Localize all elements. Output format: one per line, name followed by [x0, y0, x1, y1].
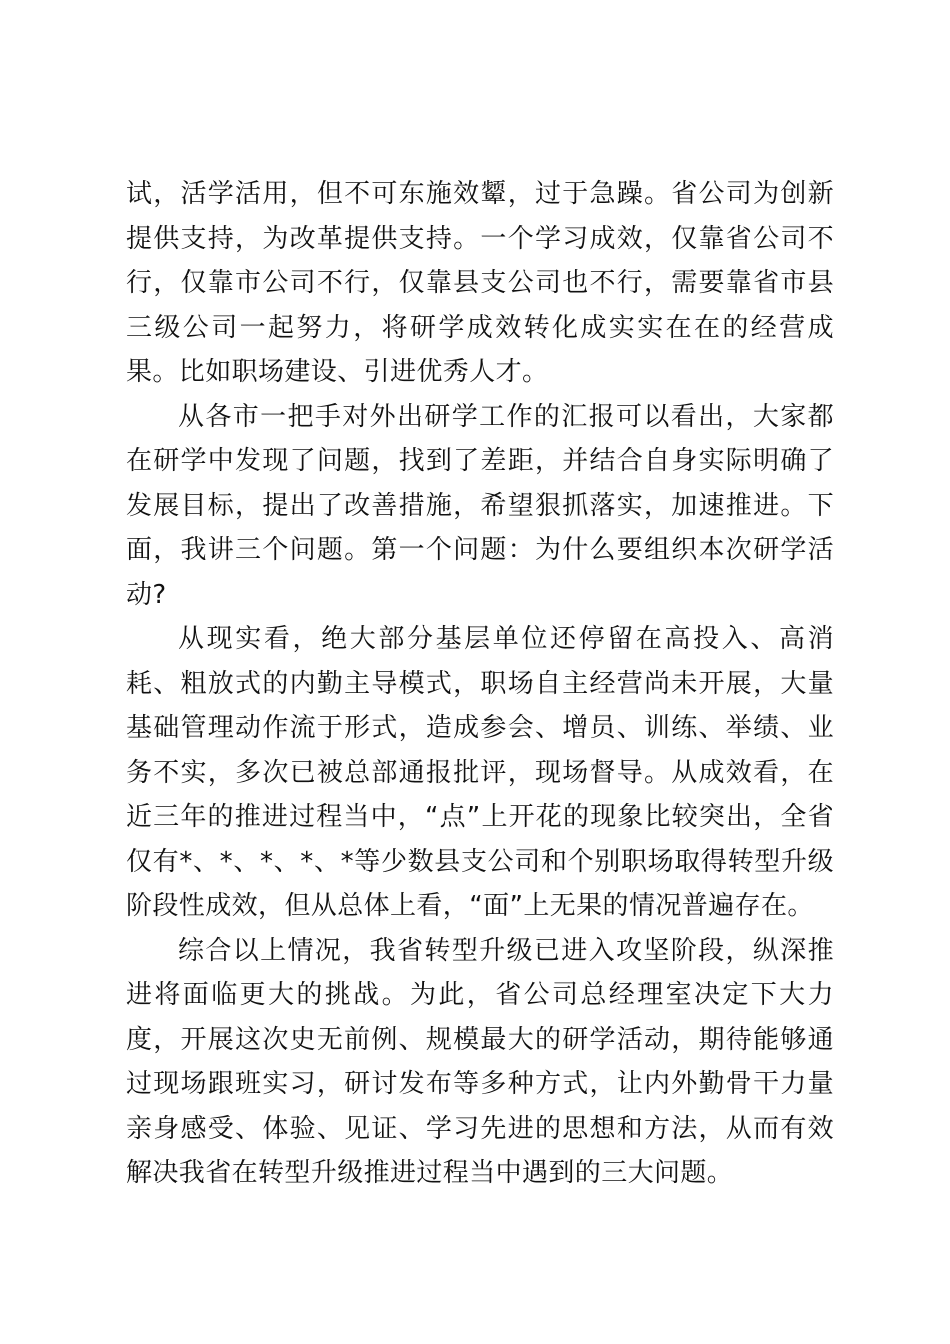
paragraph-2: 从各市一把手对外出研学工作的汇报可以看出，大家都在研学中发现了问题，找到了差距，并结合自身实际明确了发展目标，提出了改善措施，希望狠抓落实，加速推进。下面，我讲三个问题。第一个问题：为什么要组织本次研学活动?: [126, 401, 834, 610]
paragraph-4: 综合以上情况，我省转型升级已进入攻坚阶段，纵深推进将面临更大的挑战。为此，省公司总经理室决定下大力度，开展这次史无前例、规模最大的研学活动，期待能够通过现场跟班实习，研讨发布等多种方式，让内外勤骨干力量亲身感受、体验、见证、学习先进的思想和方法，从而有效解决我省在转型升级推进过程当中遇到的三大问题。: [126, 935, 834, 1188]
paragraph-1: 试，活学活用，但不可东施效颦，过于急躁。省公司为创新提供支持，为改革提供支持。一个学习成效，仅靠省公司不行，仅靠市公司不行，仅靠县支公司也不行，需要靠省市县三级公司一起努力，将研学成效转化成实实在在的经营成果。比如职场建设、引进优秀人才。: [126, 179, 834, 387]
document-body: [126, 172, 834, 1196]
paragraph-3: 从现实看，绝大部分基层单位还停留在高投入、高消耗、粗放式的内勤主导模式，职场自主经营尚未开展，大量基础管理动作流于形式，造成参会、增员、训练、举绩、业务不实，多次已被总部通报批评，现场督导。从成效看，在近三年的推进过程当中，“点”上开花的现象比较突出，全省仅有*、*、*、*、*等少数县支公司和个别职场取得转型升级阶段性成效，但从总体上看，“面”上无果的情况普遍存在。: [126, 624, 834, 921]
